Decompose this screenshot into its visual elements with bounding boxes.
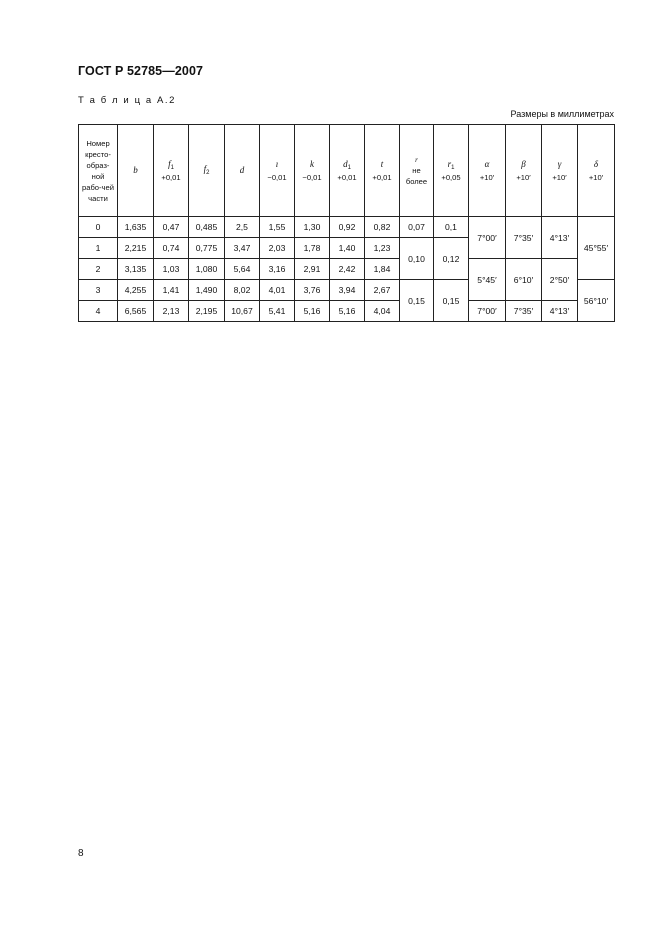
cell-f2: 0,775 [189,238,225,259]
cell-k: 2,91 [295,259,330,280]
cell-f1: 1,41 [154,280,189,301]
cell-f1: 0,47 [154,217,189,238]
cell-d: 5,64 [225,259,260,280]
col-header-f2: $f_2$ [189,125,225,217]
col-header-r1: $r_1$ +0,05 [434,125,469,217]
table-row [79,217,615,238]
cell-l: 5,41 [260,301,295,322]
col-header-gamma: γ +10′ [542,125,578,217]
cell-t: 1,23 [365,238,400,259]
cell-b: 6,565 [118,301,154,322]
cell-f1: 0,74 [154,238,189,259]
cell-k: 1,78 [295,238,330,259]
col-header-f1: $f_1$ +0,01 [154,125,189,217]
cell-t: 0,82 [365,217,400,238]
col-header-b: b [118,125,154,217]
col-header-beta: β +10′ [506,125,542,217]
cell-d: 2,5 [225,217,260,238]
col-header-delta: δ +10′ [578,125,615,217]
cell-t: 4,04 [365,301,400,322]
cell-gamma: 2°50′ [542,259,578,301]
cell-r: 0,10 [400,238,434,280]
cell-l: 3,16 [260,259,295,280]
col-header-r: r не более [400,125,434,217]
cell-b: 4,255 [118,280,154,301]
header-row [79,125,615,217]
cell-k: 1,30 [295,217,330,238]
page-number: 8 [78,848,84,859]
cell-d1: 1,40 [330,238,365,259]
col-header-alpha: α +10′ [469,125,506,217]
cell-l: 4,01 [260,280,295,301]
cell-l: 1,55 [260,217,295,238]
dimensions-table [78,124,615,322]
cell-beta: 6°10′ [506,259,542,301]
cell-delta: 45°55′ [578,217,615,280]
table-row [79,259,615,280]
cell-f1: 2,13 [154,301,189,322]
cell-t: 2,67 [365,280,400,301]
cell-f2: 2,195 [189,301,225,322]
cell-t: 1,84 [365,259,400,280]
col-header-number: Номер кресто-образ-ной рабо-чей части [79,125,118,217]
cell-number: 3 [79,280,118,301]
cell-number: 4 [79,301,118,322]
cell-d: 8,02 [225,280,260,301]
cell-d: 10,67 [225,301,260,322]
col-header-d: d [225,125,260,217]
cell-d1: 2,42 [330,259,365,280]
col-header-t: t +0,01 [365,125,400,217]
cell-beta: 7°35′ [506,217,542,259]
cell-f1: 1,03 [154,259,189,280]
cell-d: 3,47 [225,238,260,259]
cell-number: 1 [79,238,118,259]
cell-d1: 3,94 [330,280,365,301]
cell-r: 0,07 [400,217,434,238]
cell-k: 5,16 [295,301,330,322]
document-code: ГОСТ Р 52785—2007 [78,64,204,78]
cell-r1: 0,12 [434,238,469,280]
cell-f2: 1,080 [189,259,225,280]
cell-f2: 1,490 [189,280,225,301]
table-row [79,301,615,322]
cell-alpha: 5°45′ [469,259,506,301]
cell-d1: 0,92 [330,217,365,238]
col-header-k: k −0,01 [295,125,330,217]
cell-gamma: 4°13′ [542,301,578,322]
cell-b: 3,135 [118,259,154,280]
cell-b: 2,215 [118,238,154,259]
cell-k: 3,76 [295,280,330,301]
cell-number: 0 [79,217,118,238]
cell-gamma: 4°13′ [542,217,578,259]
cell-number: 2 [79,259,118,280]
cell-f2: 0,485 [189,217,225,238]
cell-r1: 0,1 [434,217,469,238]
col-header-l: ı −0,01 [260,125,295,217]
cell-alpha: 7°00′ [469,301,506,322]
cell-delta: 56°10′ [578,280,615,322]
cell-d1: 5,16 [330,301,365,322]
cell-alpha: 7°00′ [469,217,506,259]
cell-r: 0,15 [400,280,434,322]
table-title: Т а б л и ц а А.2 [78,95,177,106]
cell-r1: 0,15 [434,280,469,322]
units-note: Размеры в миллиметрах [510,109,614,119]
cell-b: 1,635 [118,217,154,238]
col-header-d1: $d_1$ +0,01 [330,125,365,217]
cell-l: 2,03 [260,238,295,259]
cell-beta: 7°35′ [506,301,542,322]
